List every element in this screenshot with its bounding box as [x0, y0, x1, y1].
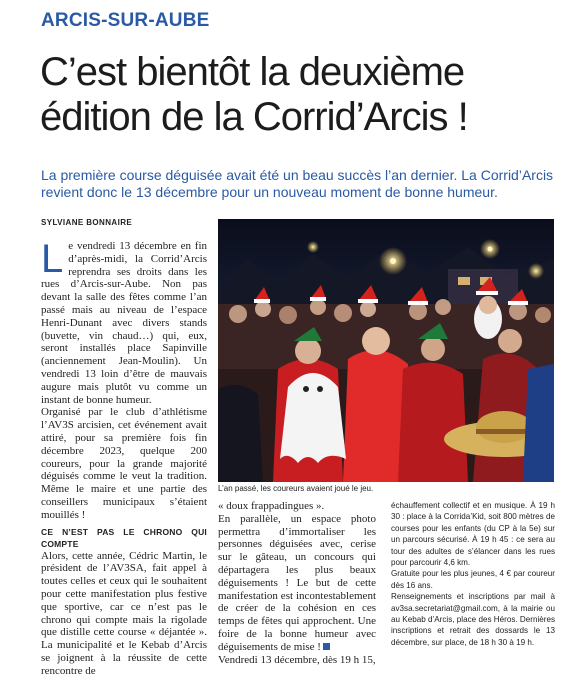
article-byline: SYLVIANE BONNAIRE [41, 218, 133, 227]
paragraph: Renseignements et inscriptions par mail à av3sa.secretariat@gmail.com, à la mairie ou au Kebab d’Arcis, place des Héros. Dernières inscriptions et retrait des dossards le 13 décembre, sur place, de 18 h 30 à 19 h. [391, 592, 555, 647]
paragraph [218, 513, 376, 654]
paragraph: échauffement collectif et en musique. À 19 h 30 : place à la Corrida’Kid, soit 800 mètres de courses pour les enfants (du CP à la 5e) sur un parcours sécurisé. À 19 h 45 : ce sera au tour des adultes de s’élancer dans les rues pour parcourir 4,6 km. [391, 501, 555, 568]
paragraph: Alors, cette année, Cédric Martin, le président de l’AV3SA, fait appel à toutes celles et ceux qui le souhaitent pour cette manifestation plus festive que sportive, car ce n’est pas le chrono qui compte mais la rigolade que distille cette course « déjantée ». La municipalité et le Kebab d’Arcis se joignent à la réussite de cette rencontre de [41, 549, 207, 677]
drop-cap: L [41, 237, 64, 281]
article-photo [218, 219, 554, 482]
section-kicker: ARCIS-SUR-AUBE [41, 10, 210, 31]
article-headline: C’est bientôt la deuxième édition de la Corrid’Arcis ! [40, 50, 468, 139]
photo-caption: L’an passé, les coureurs avaient joué le jeu. [218, 484, 374, 493]
article-lede: La première course déguisée avait été un beau succès l’an dernier. La Corrid’Arcis revient donc le 13 décembre pour un nouveau moment de bonne humeur. [41, 167, 554, 200]
end-mark-icon [323, 643, 330, 650]
article-column-2 [218, 500, 376, 666]
article-column-3 [391, 500, 555, 648]
paragraph-text: En parallèle, un espace photo permettra d’immortaliser les personnes déguisées avec, cerise sur le gâteau, un concours qui départagera les plus beaux déguisements ! Le but de cette manifestation est incontestablement de créer de la cohésion en ces temps de fêtes qui approchent. Une foire de la bonne humeur avec déguisements de mise ! [218, 512, 376, 653]
paragraph: e vendredi 13 décembre en fin d’après-midi, la Corrid’Arcis reprendra ses droits dans les rues d’Arcis-sur-Aube. Non pas devant la salle des fêtes comme l’an passé mais au niveau de l’espace Henri-Dunant avec divers stands (buvette, vin chaud…) qui, eux, seront installés place Sapinville (anciennement Jean-Moulin). Un vendredi 13 loin d’être de mauvais augure mais plutôt vu comme un instant de bonne humeur. [41, 240, 207, 406]
paragraph: Organisé par le club d’athlétisme l’AV3S arcisien, cet événement avait attiré, pour sa première fois fin décembre 2023, quelque 200 coureurs, pour la grande majorité déguisés comme le veut la tradition. Même le maire et une partie des conseillers municipaux s’étaient mouillés ! [41, 406, 207, 521]
costumed-runners-photo [218, 219, 554, 482]
paragraph: Gratuite pour les plus jeunes, 4 € par coureur dès 16 ans. [391, 569, 555, 590]
article-subhead: CE N’EST PAS LE CHRONO QUI COMPTE [41, 526, 207, 549]
article-column-1 [41, 237, 207, 678]
paragraph: « doux frappadingues ». [218, 500, 325, 512]
paragraph: Vendredi 13 décembre, dès 19 h 15, [218, 653, 376, 666]
